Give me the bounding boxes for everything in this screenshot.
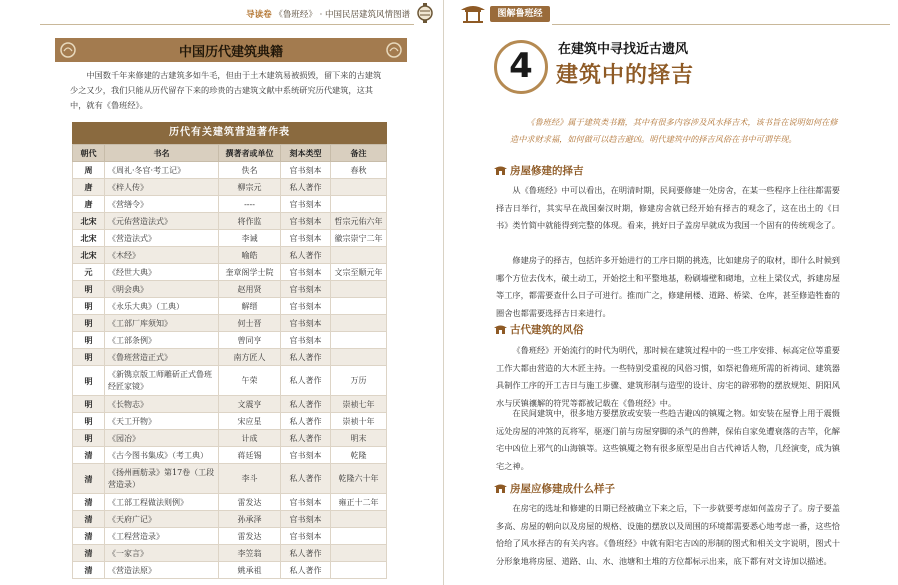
dynasty-cell: 明 — [73, 430, 105, 447]
book-title-cell: 《园冶》 — [105, 430, 219, 447]
author-cell: 雷发达 — [219, 494, 281, 511]
section-heading-text: 古代建筑的风俗 — [510, 324, 584, 336]
book-title-cell: 《元佑营造法式》 — [105, 213, 219, 230]
note-cell: 明末 — [331, 430, 387, 447]
dynasty-cell: 唐 — [73, 179, 105, 196]
column-header: 刻本类型 — [281, 145, 331, 162]
table-row — [73, 230, 387, 247]
table-row — [73, 196, 387, 213]
book-title-cell: 《永乐大典》（工典） — [105, 298, 219, 315]
note-cell: 乾隆 — [331, 447, 387, 464]
roof-icon — [494, 164, 507, 175]
table-row — [73, 366, 387, 396]
header-rule — [40, 24, 414, 25]
edition-type-cell: 官书刻本 — [281, 230, 331, 247]
lantern-icon — [414, 2, 436, 24]
table-row — [73, 332, 387, 349]
author-cell: 柳宗元 — [219, 179, 281, 196]
book-title-cell: 《工部厂库须知》 — [105, 315, 219, 332]
book-title-cell: 《天工开物》 — [105, 413, 219, 430]
pavilion-icon — [460, 2, 486, 24]
note-cell — [331, 179, 387, 196]
edition-type-cell: 私人著作 — [281, 366, 331, 396]
book-title-cell: 《古今图书集成》（考工典） — [105, 447, 219, 464]
edition-type-cell: 私人著作 — [281, 179, 331, 196]
table-row — [73, 349, 387, 366]
book-title-badge: 图解鲁班经 — [490, 6, 550, 22]
dynasty-cell: 明 — [73, 332, 105, 349]
note-cell — [331, 247, 387, 264]
note-cell — [331, 511, 387, 528]
table-title: 历代有关建筑营造著作表 — [72, 122, 387, 144]
author-cell: ---- — [219, 196, 281, 213]
running-header — [246, 8, 410, 20]
dynasty-cell: 明 — [73, 281, 105, 298]
table-row — [73, 281, 387, 298]
author-cell: 文震亨 — [219, 396, 281, 413]
header-section-label: 导读卷 — [246, 10, 272, 20]
body-paragraph: 《鲁班经》开始流行的时代为明代，那时候在建筑过程中的一些工序安排、标高定位等重要工作大都由营造的大木匠主持。一些特别受重视的风俗习惯，如祭祀鲁班所需的祈祷词、建筑器具制作工序的开工吉日与施工步骤、建筑形制与造型的设计、房宅的辟邪物的摆放规矩、阴阳风水与厌镇禳解的符咒等都被记载在《鲁班经》中。 — [496, 345, 840, 408]
book-title-cell: 《工部工程做法则例》 — [105, 494, 219, 511]
body-paragraph: 修建房子的择吉，包括许多开始进行的工序日期的挑选，比如建房子的取材，即什么时候到哪个方位去伐木，破土动工，开始挖土和平整地基，粉刷墙壁和砌地，立柱上梁仪式，拆建房屋等工序，都需要查什么日子可进行。推而广之，修建闸楼、道路、桥梁、仓库，甚至修造牲畜的圈舍也都需要选择吉日来进行。 — [496, 255, 840, 318]
edition-type-cell: 官书刻本 — [281, 213, 331, 230]
author-cell: 宋应星 — [219, 413, 281, 430]
dynasty-cell: 周 — [73, 162, 105, 179]
author-cell: 孙承泽 — [219, 511, 281, 528]
note-cell — [331, 315, 387, 332]
author-cell: 赵用贤 — [219, 281, 281, 298]
dynasty-cell: 明 — [73, 349, 105, 366]
dynasty-cell: 明 — [73, 396, 105, 413]
column-header: 撰著者或单位 — [219, 145, 281, 162]
dynasty-cell: 清 — [73, 447, 105, 464]
author-cell: 姚承祖 — [219, 562, 281, 579]
body-paragraph: 在房宅的选址和修建的日期已经被确立下来之后，下一步就要考虑如何盖房子了。房子要盖多高、房屋的朝向以及房屋的规格、设施的摆放以及周围的环境都需要悉心地考虑一番，这些恰恰给了风水择吉的有关内容。《鲁班经》中就有阳宅吉凶的形制的图式和相关文字说明，图式十分形象地将房屋、道路、山、水、池塘和土堆的方位都标示出来，底下都有对文诗加以描述。 — [496, 503, 840, 566]
table-row — [73, 562, 387, 579]
dynasty-cell: 清 — [73, 545, 105, 562]
dynasty-cell: 清 — [73, 511, 105, 528]
dynasty-cell: 清 — [73, 494, 105, 511]
table-row — [73, 298, 387, 315]
book-title-cell: 《工程营造录》 — [105, 528, 219, 545]
table-row — [73, 447, 387, 464]
dynasty-cell: 明 — [73, 298, 105, 315]
edition-type-cell: 私人著作 — [281, 545, 331, 562]
dynasty-cell: 明 — [73, 315, 105, 332]
header-rule — [552, 24, 890, 25]
author-cell: 将作监 — [219, 213, 281, 230]
dynasty-cell: 明 — [73, 413, 105, 430]
book-title-cell: 《木经》 — [105, 247, 219, 264]
note-cell — [331, 298, 387, 315]
edition-type-cell: 私人著作 — [281, 413, 331, 430]
left-page — [0, 0, 444, 585]
lead-paragraph: 《鲁班经》属于建筑类书籍，其中有很多内容涉及风水择吉术，该书旨在说明如何在修造中求财求福，如何做可以趋吉避凶。明代建筑中的择吉风俗在书中可谓毕现。 — [510, 117, 838, 144]
banner-title: 中国历代建筑典籍 — [178, 45, 283, 60]
note-cell: 春秋 — [331, 162, 387, 179]
note-cell: 万历 — [331, 366, 387, 396]
book-title-cell: 《梓人传》 — [105, 179, 219, 196]
right-page-header — [452, 0, 898, 28]
edition-type-cell: 私人著作 — [281, 430, 331, 447]
edition-type-cell: 官书刻本 — [281, 298, 331, 315]
section-heading — [494, 163, 584, 178]
book-title-cell: 《经世大典》 — [105, 264, 219, 281]
author-cell: 曾同亨 — [219, 332, 281, 349]
author-cell: 解缙 — [219, 298, 281, 315]
roof-icon — [494, 323, 507, 334]
table-row — [73, 430, 387, 447]
author-cell: 喻皓 — [219, 247, 281, 264]
table-row — [73, 179, 387, 196]
section-heading — [494, 322, 584, 337]
dynasty-cell: 北宋 — [73, 247, 105, 264]
author-cell: 佚名 — [219, 162, 281, 179]
edition-type-cell: 官书刻本 — [281, 315, 331, 332]
book-title-cell: 《营造法原》 — [105, 562, 219, 579]
section-heading-text: 房屋修建的择吉 — [510, 165, 584, 177]
book-title-cell: 《明会典》 — [105, 281, 219, 298]
book-title-cell: 《营缮令》 — [105, 196, 219, 213]
dynasty-cell: 清 — [73, 528, 105, 545]
edition-type-cell: 官书刻本 — [281, 264, 331, 281]
edition-type-cell: 官书刻本 — [281, 196, 331, 213]
roof-icon — [494, 482, 507, 493]
table-row — [73, 213, 387, 230]
edition-type-cell: 官书刻本 — [281, 447, 331, 464]
dynasty-cell: 唐 — [73, 196, 105, 213]
author-cell: 南方匠人 — [219, 349, 281, 366]
note-cell: 文宗至顺元年 — [331, 264, 387, 281]
book-table — [72, 122, 387, 579]
book-title-cell: 《一家言》 — [105, 545, 219, 562]
section-heading-text: 房屋应修建成什么样子 — [510, 483, 615, 495]
edition-type-cell: 私人著作 — [281, 562, 331, 579]
author-cell: 雷发达 — [219, 528, 281, 545]
author-cell: 何士晋 — [219, 315, 281, 332]
note-cell — [331, 562, 387, 579]
book-title-cell: 《工部条例》 — [105, 332, 219, 349]
book-title-cell: 《周礼·冬官·考工记》 — [105, 162, 219, 179]
header-text: 《鲁班经》 · 中国民居建筑风情图谱 — [274, 10, 410, 20]
table-header-row — [73, 145, 387, 162]
book-title-cell: 《新镌京版工师雕斫正式鲁班经匠家镜》 — [105, 366, 219, 396]
edition-type-cell: 官书刻本 — [281, 162, 331, 179]
table-row — [73, 545, 387, 562]
author-cell: 李笠翁 — [219, 545, 281, 562]
edition-type-cell: 官书刻本 — [281, 528, 331, 545]
note-cell: 哲宗元佑六年 — [331, 213, 387, 230]
right-page — [452, 0, 898, 585]
chapter-title: 建筑中的择吉 — [556, 63, 695, 88]
note-cell — [331, 349, 387, 366]
table-row — [73, 315, 387, 332]
table-row — [73, 494, 387, 511]
book-title-cell: 《天府广记》 — [105, 511, 219, 528]
edition-type-cell: 官书刻本 — [281, 494, 331, 511]
book-title-cell: 《长物志》 — [105, 396, 219, 413]
table-row — [73, 247, 387, 264]
edition-type-cell: 官书刻本 — [281, 332, 331, 349]
chapter-number: 4 — [509, 46, 533, 86]
note-cell — [331, 281, 387, 298]
note-cell — [331, 528, 387, 545]
note-cell — [331, 545, 387, 562]
author-cell: 午荣 — [219, 366, 281, 396]
body-paragraph: 从《鲁班经》中可以看出，在明清时期，民间要修建一处房舍，在某一些程序上往往都需要择吉日举行，其实早在战国秦汉时期，修建房舍就已经开始有择吉的观念了，这在出土的《日书》类竹简中就能得到完整的体现。看来，挑好日子盖房早就成为我国一个固有的传统观念了。 — [496, 185, 840, 231]
book-table-grid — [72, 144, 387, 579]
book-title-cell: 《营造法式》 — [105, 230, 219, 247]
note-cell: 崇祯十年 — [331, 413, 387, 430]
author-cell: 奎章阁学士院 — [219, 264, 281, 281]
edition-type-cell: 官书刻本 — [281, 511, 331, 528]
table-row — [73, 528, 387, 545]
book-title-cell: 《鲁班营造正式》 — [105, 349, 219, 366]
dynasty-cell: 元 — [73, 264, 105, 281]
edition-type-cell: 私人著作 — [281, 464, 331, 494]
table-row — [73, 162, 387, 179]
table-row — [73, 464, 387, 494]
section-banner — [55, 38, 407, 62]
note-cell: 崇祯七年 — [331, 396, 387, 413]
note-cell — [331, 196, 387, 213]
dynasty-cell: 清 — [73, 464, 105, 494]
table-row — [73, 264, 387, 281]
note-cell: 徽宗崇宁二年 — [331, 230, 387, 247]
body-paragraph: 在民间建筑中，很多地方要摆放或安装一些趋吉避凶的镇魇之物。如安装在屋脊上用于震慑远处房屋的冲煞的瓦将军，驱逐门前与房屋穿脚的杀气的兽牌，保佑自家免遭衰落的吉竿，化解宅中凶位上邪气的山海镇等。这些镇魇之物有很多原型是出自古代神话人物，几经演变，成为镇宅之神。 — [496, 408, 840, 471]
dynasty-cell: 北宋 — [73, 230, 105, 247]
table-body — [73, 162, 387, 579]
edition-type-cell: 私人著作 — [281, 247, 331, 264]
column-header: 朝代 — [73, 145, 105, 162]
table-row — [73, 511, 387, 528]
left-page-header — [0, 0, 444, 28]
column-header: 书名 — [105, 145, 219, 162]
note-cell — [331, 332, 387, 349]
chapter-subtitle: 在建筑中寻找近古遗风 — [558, 42, 689, 57]
edition-type-cell: 官书刻本 — [281, 281, 331, 298]
book-title-cell: 《扬州画舫录》第17卷（工段营造录） — [105, 464, 219, 494]
dynasty-cell: 清 — [73, 562, 105, 579]
edition-type-cell: 私人著作 — [281, 349, 331, 366]
note-cell: 雍正十二年 — [331, 494, 387, 511]
dynasty-cell: 明 — [73, 366, 105, 396]
note-cell: 乾隆六十年 — [331, 464, 387, 494]
author-cell: 李斗 — [219, 464, 281, 494]
author-cell: 计成 — [219, 430, 281, 447]
chapter-number-circle — [494, 40, 548, 94]
author-cell: 李诫 — [219, 230, 281, 247]
dynasty-cell: 北宋 — [73, 213, 105, 230]
table-row — [73, 396, 387, 413]
author-cell: 蒋廷锡 — [219, 447, 281, 464]
edition-type-cell: 私人著作 — [281, 396, 331, 413]
intro-paragraph: 中国数千年来修建的古建筑多如牛毛，但由于土木建筑易被损毁，留下来的古建筑少之又少，我们只能从历代留存下来的珍贵的古建筑文献中系统研究历代建筑，这其中，就有《鲁班经》。 — [70, 70, 382, 110]
table-row — [73, 413, 387, 430]
cloud-ornament-icon — [385, 41, 403, 59]
column-header: 备注 — [331, 145, 387, 162]
section-heading — [494, 481, 615, 496]
